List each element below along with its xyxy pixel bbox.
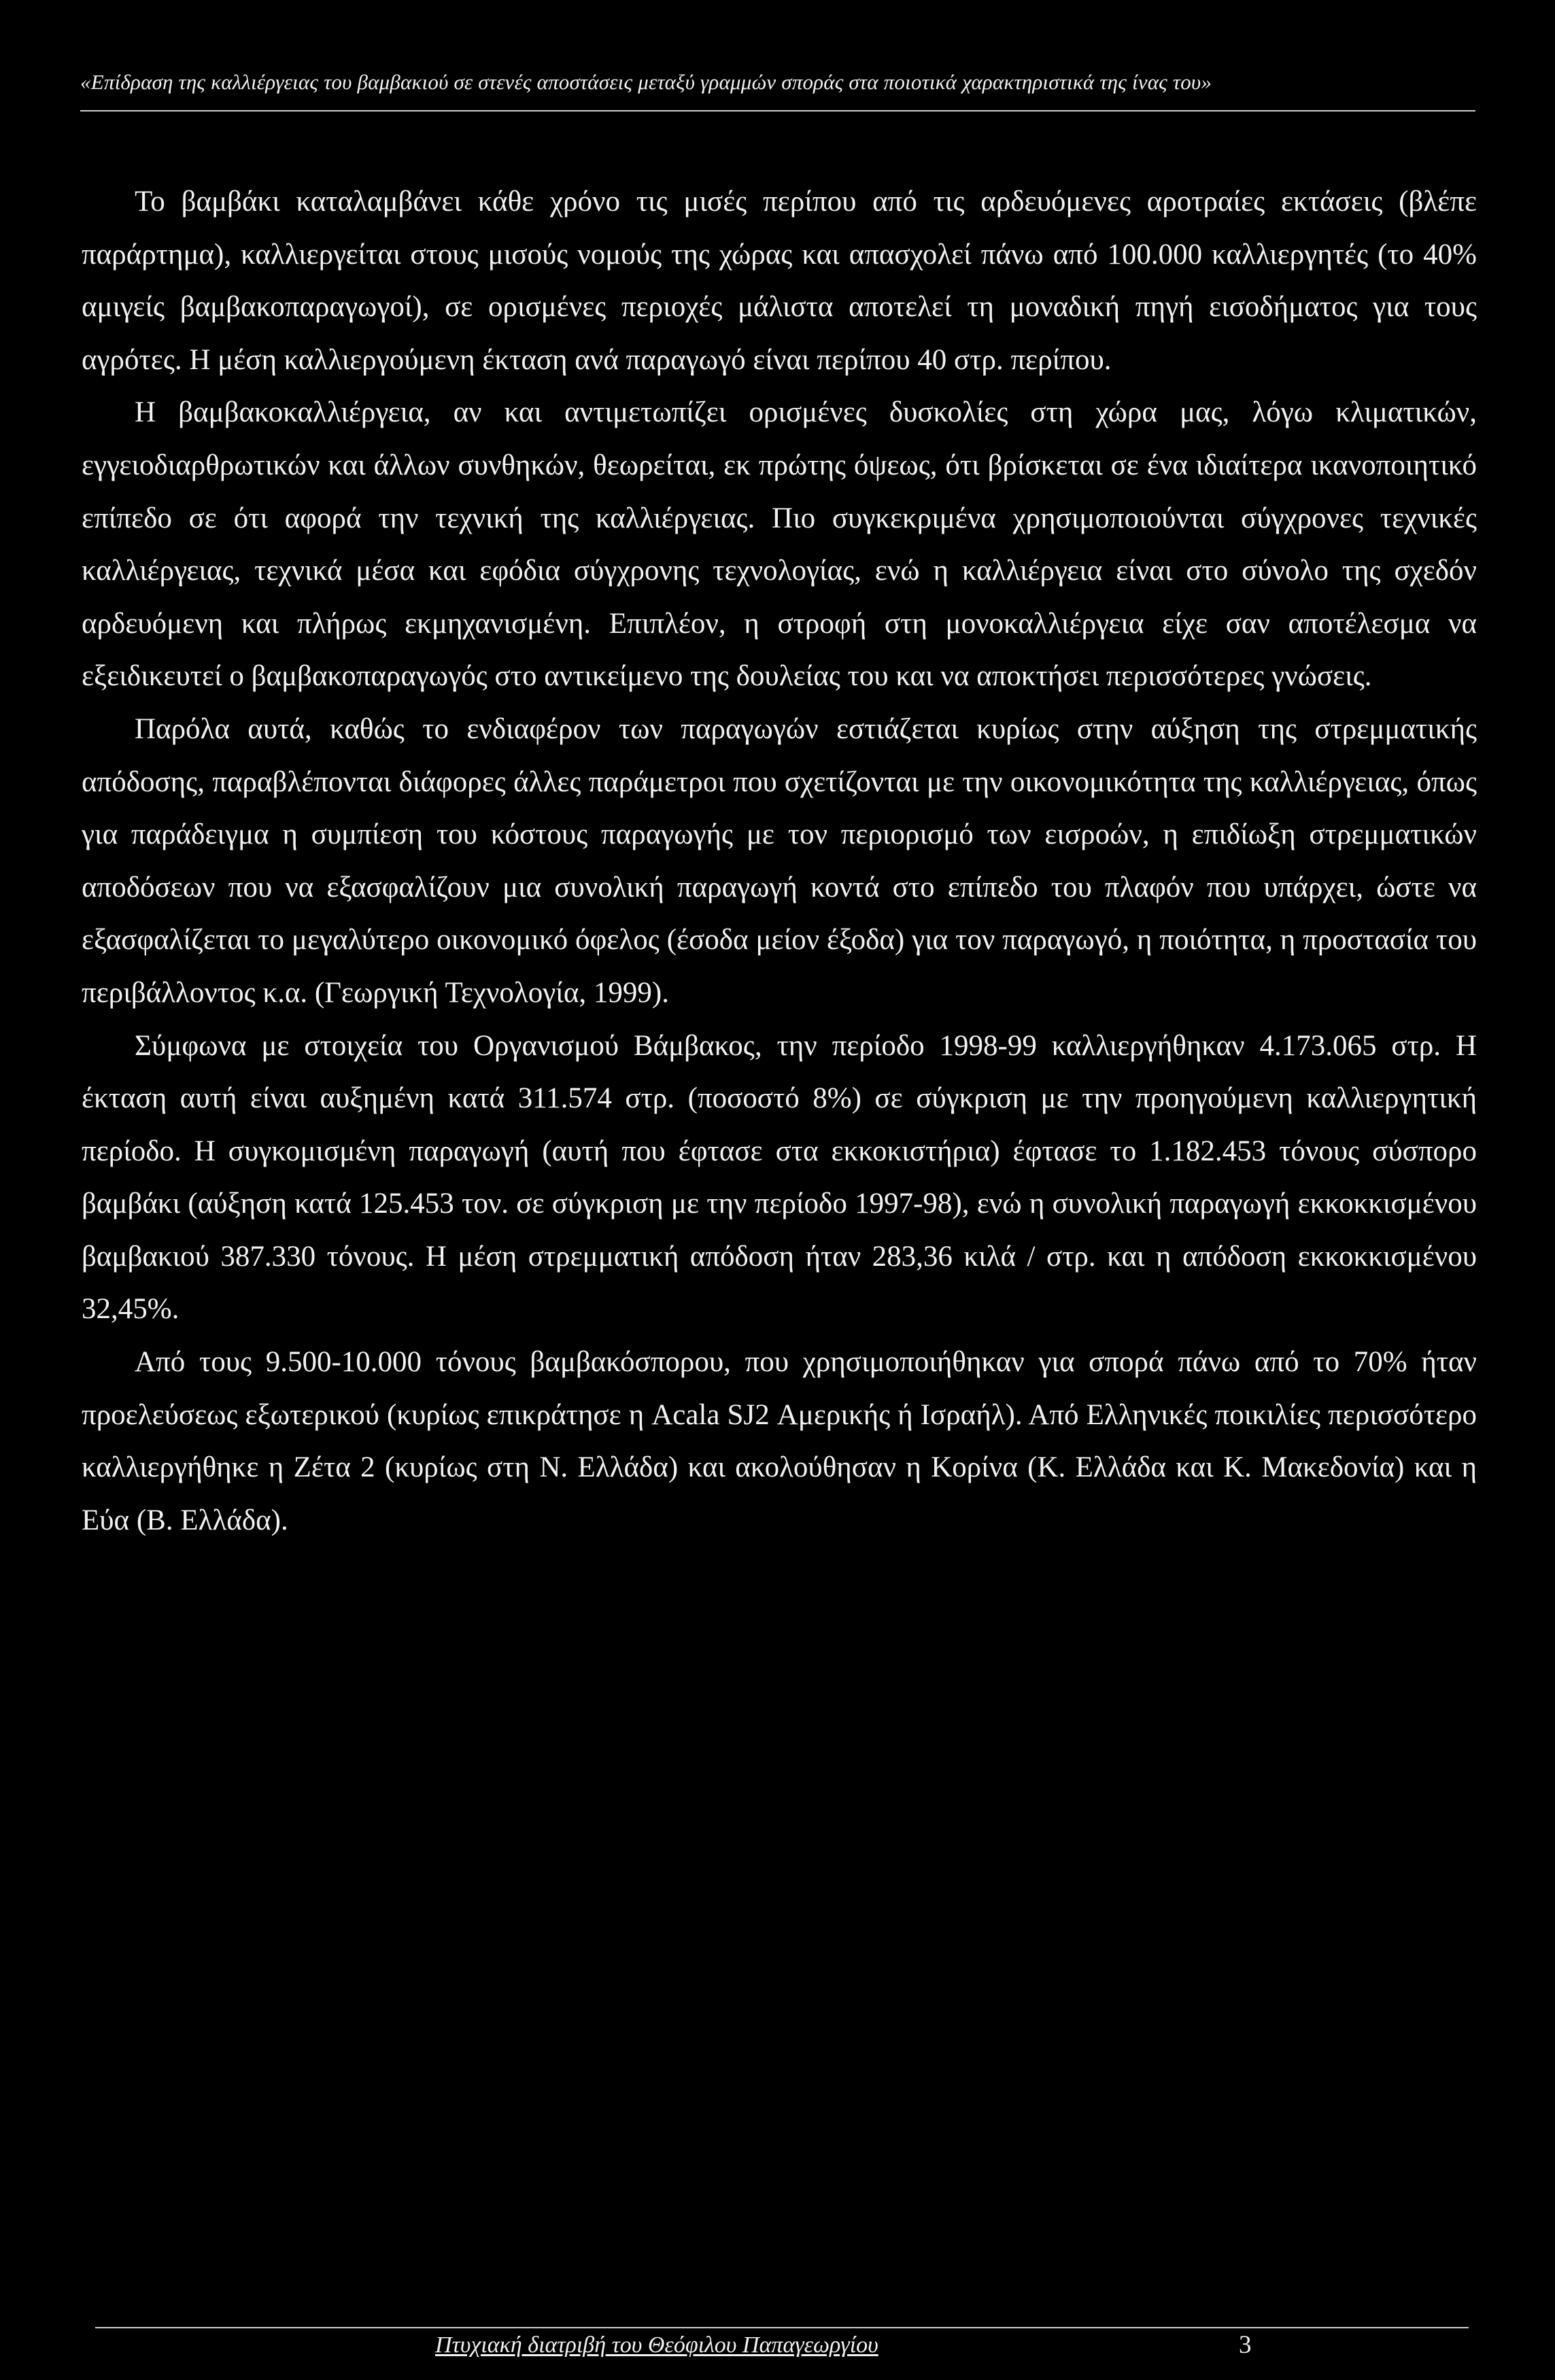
footer-text: Πτυχιακή διατριβή του Θεόφιλου Παπαγεωργίου — [435, 2332, 878, 2358]
paragraph-3: Παρόλα αυτά, καθώς το ενδιαφέρον των παραγωγών εστιάζεται κυρίως στην αύξηση της στρεμματικής απόδοσης, παραβλέπονται διάφορες άλλες παράμετροι που σχετίζονται με την οικονομικότητα της καλλιέργειας, όπως για παράδειγμα η συμπίεση του κόστους παραγωγής με τον περιορισμό των εισροών, η επιδίωξη στρεμματικών αποδόσεων που να εξασφαλίζουν μια συνολική παραγωγή κοντά στο επίπεδο του πλαφόν που υπάρχει, ώστε να εξασφαλίζεται το μεγαλύτερο οικονομικό όφελος (έσοδα μείον έξοδα) για τον παραγωγό, η ποιότητα, η προστασία του περιβάλλοντος κ.α. (Γεωργική Τεχνολογία, 1999). — [82, 712, 1477, 1009]
running-header: «Επίδραση της καλλιέργειας του βαμβακιού σε στενές αποστάσεις μεταξύ γραμμών σποράς στα ποιοτικά χαρακτηριστικά της ίνας του» — [80, 70, 1212, 94]
paragraph-2: Η βαμβακοκαλλιέργεια, αν και αντιμετωπίζει ορισμένες δυσκολίες στη χώρα μας, λόγω κλιματικών, εγγειοδιαρθρωτικών και άλλων συνθηκών, θεωρείται, εκ πρώτης όψεως, ότι βρίσκεται σε ένα ιδιαίτερα ικανοποιητικό επίπεδο σε ότι αφορά την τεχνική της καλλιέργειας. Πιο συγκεκριμένα χρησιμοποιούνται σύγχρονες τεχνικές καλλιέργειας, τεχνικά μέσα και εφόδια σύγχρονης τεχνολογίας, ενώ η καλλιέργεια είναι στο σύνολο της σχεδόν αρδευόμενη και πλήρως εκμηχανισμένη. Επιπλέον, η στροφή στη μονοκαλλιέργεια είχε σαν αποτέλεσμα να εξειδικευτεί ο βαμβακοπαραγωγός στο αντικείμενο της δουλείας του και να αποκτήσει περισσότερες γνώσεις. — [82, 396, 1477, 693]
paragraph-4: Σύμφωνα με στοιχεία του Οργανισμού Βάμβακος, την περίοδο 1998-99 καλλιεργήθηκαν 4.173.065 στρ. Η έκταση αυτή είναι αυξημένη κατά 311.574 στρ. (ποσοστό 8%) σε σύγκριση με την προηγούμενη καλλιεργητική περίοδο. Η συγκομισμένη παραγωγή (αυτή που έφτασε στα εκκοκιστήρια) έφτασε το 1.182.453 τόνους σύσπορο βαμβάκι (αύξηση κατά 125.453 τον. σε σύγκριση με την περίοδο 1997-98), ενώ η συνολική παραγωγή εκκοκκισμένου βαμβακιού 387.330 τόνους. Η μέση στρεμματική απόδοση ήταν 283,36 κιλά / στρ. και η απόδοση εκκοκκισμένου 32,45%. — [82, 1029, 1477, 1326]
body-text — [82, 175, 1477, 1547]
page-number: 3 — [1239, 2331, 1252, 2359]
footer-rule — [95, 2327, 1469, 2328]
paragraph-1: Το βαμβάκι καταλαμβάνει κάθε χρόνο τις μισές περίπου από τις αρδευόμενες αροτραίες εκτάσεις (βλέπε παράρτημα), καλλιεργείται στους μισούς νομούς της χώρας και απασχολεί πάνω από 100.000 καλλιεργητές (το 40% αμιγείς βαμβακοπαραγωγοί), σε ορισμένες περιοχές μάλιστα αποτελεί τη μοναδική πηγή εισοδήματος για τους αγρότες. Η μέση καλλιεργούμενη έκταση ανά παραγωγό είναι περίπου 40 στρ. περίπου. — [82, 186, 1477, 376]
header-rule — [80, 110, 1475, 111]
paragraph-5: Από τους 9.500-10.000 τόνους βαμβακόσπορου, που χρησιμοποιήθηκαν για σπορά πάνω από το 70% ήταν προελεύσεως εξωτερικού (κυρίως επικράτησε η Acala SJ2 Αμερικής ή Ισραήλ). Από Ελληνικές ποικιλίες περισσότερο καλλιεργήθηκε η Ζέτα 2 (κυρίως στη Ν. Ελλάδα) και ακολούθησαν η Κορίνα (Κ. Ελλάδα και Κ. Μακεδονία) και η Εύα (Β. Ελλάδα). — [82, 1346, 1477, 1536]
